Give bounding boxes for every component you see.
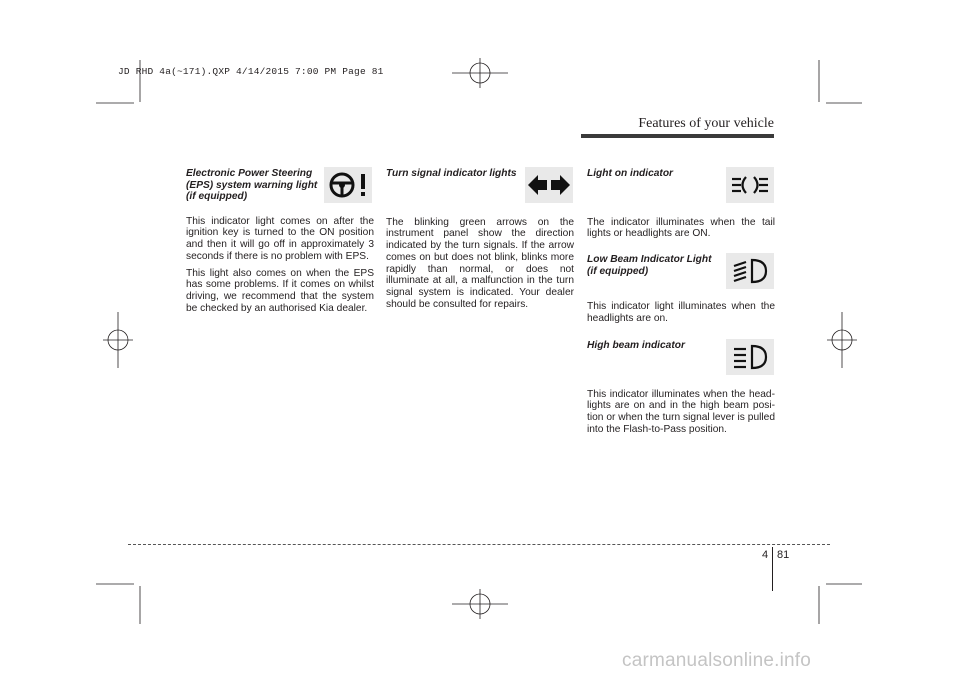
- eps-heading-line: Electronic Power Steering: [186, 168, 313, 179]
- eps-body: [186, 216, 374, 315]
- chapter-number: 4: [762, 549, 769, 561]
- footer-separator: [772, 547, 773, 591]
- light-on-icon: [726, 167, 774, 203]
- high-beam-body: [587, 389, 775, 436]
- page-number: 81: [777, 549, 790, 561]
- turn-signal-heading: Turn signal indicator lights: [386, 168, 517, 179]
- high-beam-paragraph: This indicator illuminates when the head-lights are on and in the high beam posi-tion or when the turn signal lever is pulled into the Flash-to-Pass position.: [587, 388, 775, 435]
- low-beam-body: [587, 301, 775, 325]
- low-beam-heading-line: (if equipped): [587, 265, 649, 277]
- light-on-paragraph: The indicator illuminates when the tail lights or headlights are ON.: [587, 216, 775, 240]
- low-beam-paragraph: This indicator light illuminates when the headlights are on.: [587, 301, 775, 324]
- high-beam-heading: High beam indicator: [587, 340, 685, 351]
- eps-paragraph: This indicator light comes on after the ignition key is turned to the ON position and then it will go off in approximately 3 seconds if there is no problem with EPS.: [186, 215, 374, 262]
- light-on-heading: Light on indicator: [587, 168, 674, 179]
- page-header-title: Features of your vehicle: [638, 116, 774, 131]
- print-slug: JD RHD 4a(~171).QXP 4/14/2015 7:00 PM Page 81: [118, 66, 384, 77]
- high-beam-icon: [726, 339, 774, 375]
- light-on-body: [587, 217, 775, 241]
- eps-warning-icon: [324, 167, 372, 203]
- eps-heading-line: (if equipped): [186, 191, 248, 202]
- low-beam-icon: [726, 253, 774, 289]
- turn-signal-body: [386, 217, 574, 311]
- turn-signal-paragraph: The blinking green arrows on the instrument panel show the direction indicated by the turn signals. If the arrow comes on but does not blink, blinks more rapidly than normal, or does not illuminate at all, a malfunction in the turn signal system is indicated. Your dealer should be consulted for repairs.: [386, 216, 574, 311]
- watermark: carmanualsonline.info: [622, 650, 812, 671]
- eps-heading-line: (EPS) system warning light: [186, 179, 318, 191]
- header-rule: [581, 134, 774, 138]
- eps-paragraph: This light also comes on when the EPS has some problems. If it comes on whilst driving, we recommend that the system be checked by an authorised Kia dealer.: [186, 267, 374, 315]
- footer-rule: [128, 544, 830, 545]
- turn-signal-arrows-icon: [525, 167, 573, 203]
- low-beam-heading-line: Low Beam Indicator Light: [587, 254, 712, 265]
